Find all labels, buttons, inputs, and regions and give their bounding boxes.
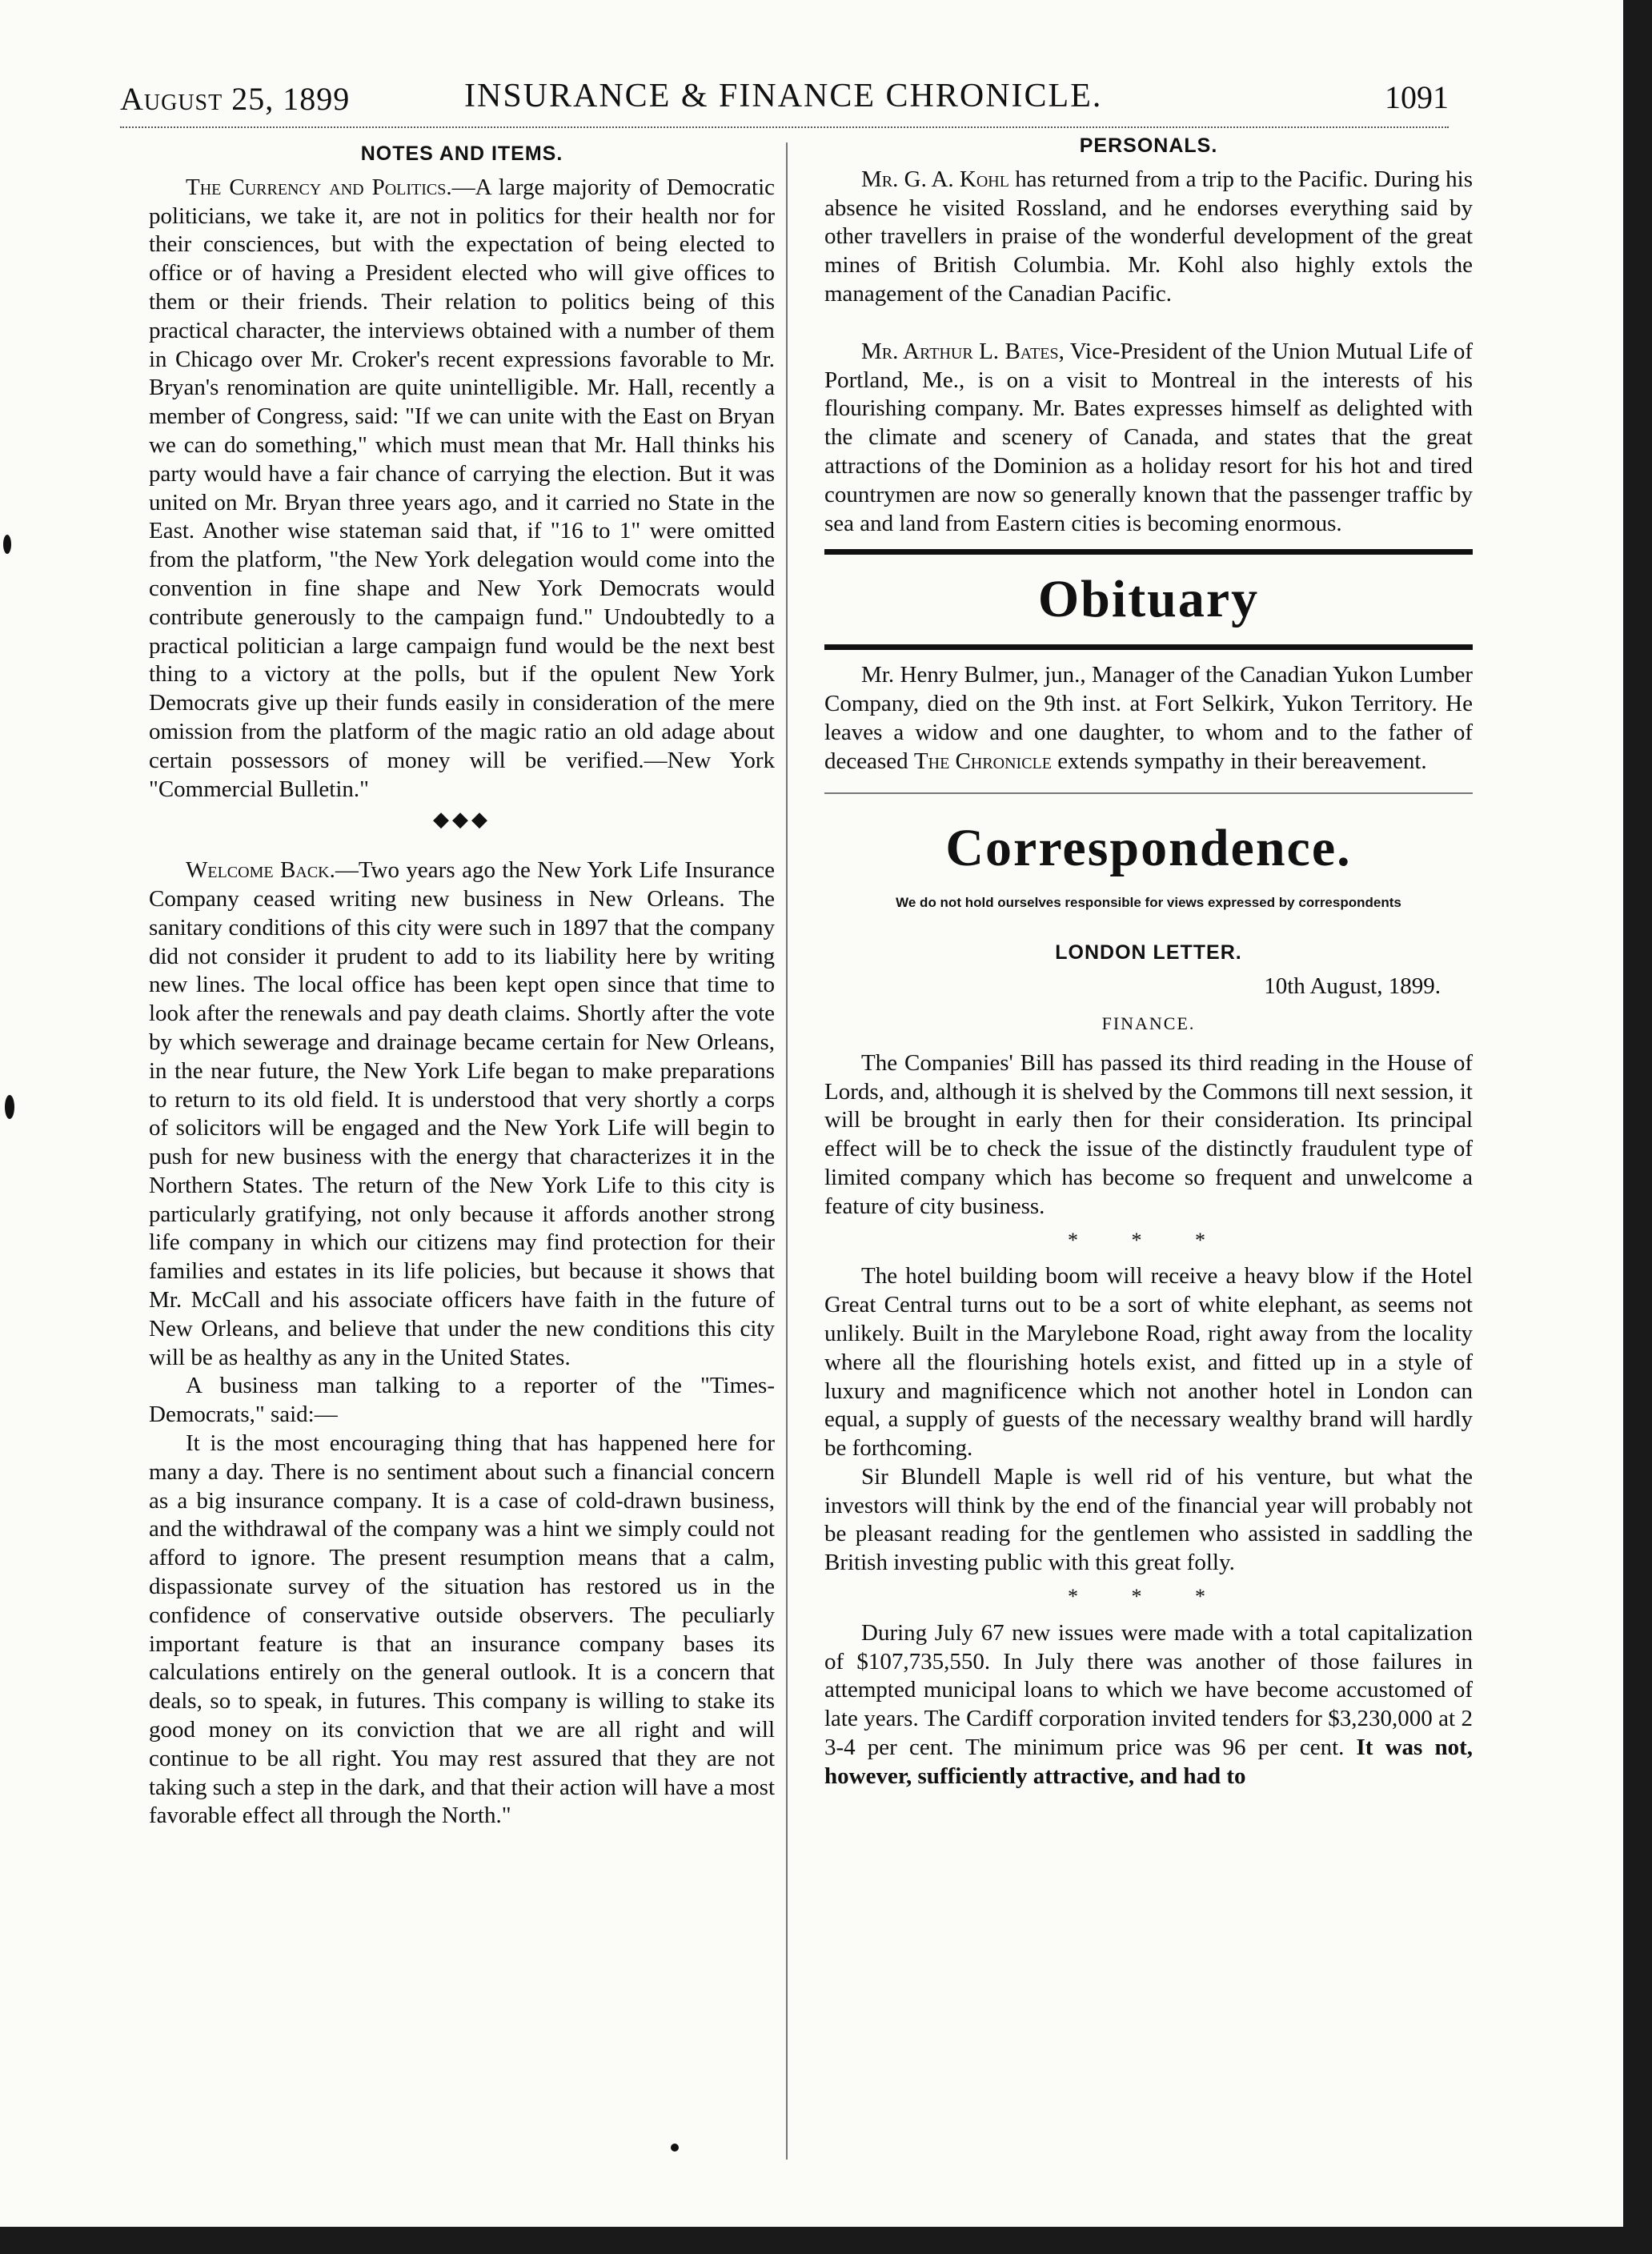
- section-stars: * * *: [1068, 1585, 1229, 1609]
- paragraph-last-line: It was not, however, sufficiently attractive, and had to: [824, 1735, 1473, 1789]
- currency-politics-item: [149, 174, 775, 804]
- item-body: Vice-President of the Union Mutual Life of Portland, Me., is on a visit to Montreal in the interests of his flourishing company. Mr. Bates expresses himself as delighted with the climate and scenery of Canada, and states that the great attractions of the Dominion as a holiday resort for his hot and tired countrymen are now so generally known that the passenger traffic by sea and land from Eastern cities is becoming enormous.: [824, 338, 1474, 536]
- welcome-back-quote: It is the most encouraging thing that has happened here for many a day. There is no sentiment about such a financial concern as a big insurance company. It is a case of cold-drawn business, and the withdrawal of the company was a hint we simply could not afford to ignore. The present resumption means that a calm, dispassionate survey of the situation has restored us in the confidence of conservative outside observers. The peculiarly important feature is that an insurance company bases its calculations entirely on the general outlook. It is a concern that deals, so to speak, in futures. This company is willing to stake its good money on its conviction that we are all right and will continue to be all right. You may rest assured that they are not taking such a step in the dark, and that their action will have a most favorable effect all through the North.": [149, 1430, 775, 1829]
- column-divider: [786, 142, 788, 2160]
- section-rule: [824, 644, 1473, 650]
- welcome-back-item: [149, 856, 775, 1372]
- publication-title: INSURANCE & FINANCE CHRONICLE.: [464, 78, 1103, 114]
- london-letter-heading: LONDON LETTER.: [1055, 941, 1242, 965]
- section-stars: * * *: [1068, 1228, 1229, 1252]
- item-lead: Mr. Arthur L. Bates,: [861, 338, 1065, 364]
- obituary-heading: Obituary: [1037, 570, 1260, 629]
- spacer: [824, 309, 1473, 338]
- scan-edge-bottom: [0, 2227, 1652, 2254]
- page-header: [120, 74, 1449, 122]
- margin-mark: [3, 535, 11, 554]
- letter-paragraph-3: Sir Blundell Maple is well rid of his venture, but what the investors will think by the end of the financial year will probably not be pleasant reading for the gentlemen who assisted in saddling the British investing public with this great folly.: [824, 1463, 1473, 1576]
- letter-paragraph-4: [824, 1619, 1473, 1791]
- issue-date: August 25, 1899: [120, 81, 351, 117]
- right-column: [824, 132, 1473, 1791]
- letter-dateline: 10th August, 1899.: [1264, 973, 1441, 1000]
- item-lead: Mr. G. A. Kohl: [861, 166, 1009, 192]
- obituary-item: [824, 661, 1473, 776]
- paragraph-text: During July 67 new issues were made with a total capitalization of $107,735,550. In July there was another of those failures in attempted municipal loans to which we have become accustomed of late years. The Cardiff corporation invited tenders for $3,230,000 at 2 3-4 per cent. The minimum price was 96 per cent.: [824, 1619, 1473, 1761]
- item-lead: The Currency and Politics.: [186, 174, 452, 200]
- section-ornament: ◆◆◆: [433, 808, 491, 832]
- section-rule: [824, 792, 1473, 794]
- personal-item-kohl: [824, 166, 1473, 309]
- item-body: —Two years ago the New York Life Insurance Company ceased writing new business in New Orleans. The sanitary conditions of this city were such in 1897 that the company did not consider it prudent to add to its liability here by writing new lines. The local office has been kept open since that time to look after the renewals and pay death claims. Shortly after the vote by which sewerage and drainage became certain for New Orleans, in the near future, the New York Life began to make preparations to return to its old field. It is understood that very shortly a corps of solicitors will be engaged and the New York Life will begin to push for new business with the energy that characterizes it in the Northern States. The return of the New York Life to this city is particularly gratifying, not only because it affords another strong life company in which our citizens may find protection for their families and estates in its life policies, but because it shows that Mr. McCall and his associate officers have faith in the future of New Orleans, and believe that under the new conditions this city will be as healthy as any in the United States.: [149, 857, 775, 1370]
- personals-heading: PERSONALS.: [1079, 134, 1218, 157]
- letter-paragraph-1: The Companies' Bill has passed its third reading in the House of Lords, and, although it is shelved by the Commons till next session, it will be brought in early then for their consideration. Its principal effect will be to check the issue of the distinctly fraudulent type of limited company which has become so frequent and unwelcome a feature of city business.: [824, 1049, 1473, 1219]
- scan-edge-right: [1623, 0, 1652, 2254]
- letter-paragraph-2: The hotel building boom will receive a heavy blow if the Hotel Great Central turns out to be a sort of white elephant, as seems not unlikely. Built in the Marylebone Road, right away from the locality where all the flourishing hotels exist, and fitted up in a style of luxury and magnificence which not another hotel in London can equal, a supply of guests of the necessary wealthy brand will hardly be forthcoming.: [824, 1263, 1473, 1462]
- section-rule: [824, 549, 1473, 555]
- welcome-back-paragraph-2: A business man talking to a reporter of the "Times-Democrats," said:—: [149, 1373, 775, 1428]
- margin-mark: [5, 1095, 14, 1119]
- personal-item-bates: [824, 338, 1473, 539]
- header-rule: [120, 126, 1449, 131]
- correspondence-disclaimer: We do not hold ourselves responsible for views expressed by correspondents: [896, 894, 1401, 910]
- left-column: [149, 140, 775, 1831]
- item-lead: Welcome Back.: [186, 857, 335, 884]
- notes-and-items-heading: NOTES AND ITEMS.: [360, 142, 563, 165]
- ink-dot: [671, 2144, 679, 2152]
- item-body: —A large majority of Democratic politicians, we take it, are not in politics for their health nor for their consciences, but with the expectation of being elected to office or of having a President elected who will give offices to them or their friends. Their relation to politics being of this practical character, the interviews obtained with a number of them in Chicago over Mr. Croker's recent expressions favorable to Mr. Bryan's renomination are quite unintelligible. Mr. Hall, recently a member of Congress, said: "If we can unite with the East on Bryan we can do something," which must mean that Mr. Hall thinks his party would have a fair chance of carrying the election. But it was united on Mr. Bryan three years ago, and it carried no State in the East. Another wise stateman said that, if "16 to 1" were omitted from the platform, "the New York delegation would come into the convention in fine shape and New York Democrats would contribute generously to the campaign fund." Undoubtedly to a practical politician a large campaign fund would be the next best thing to a victory at the polls, but if the opulent New York Democrats give up their funds easily in consideration of the mere omission from the platform of the magic ratio an old adage about certain possessors of money will be verified.—New York "Commercial Bulletin.": [149, 174, 775, 802]
- chronicle-name: The Chronicle: [913, 748, 1052, 774]
- page-number: 1091: [1385, 79, 1449, 115]
- finance-subhead: FINANCE.: [1101, 1013, 1196, 1033]
- obituary-text: Mr. Henry Bulmer, jun., Manager of the Canadian Yukon Lumber Company, died on the 9th inst. at Fort Selkirk, Yukon Territory. He leaves a widow and one daughter, to whom and to the father of deceased: [824, 662, 1473, 774]
- correspondence-heading: Correspondence.: [945, 818, 1352, 877]
- obituary-text-end: extends sympathy in their bereavement.: [1051, 748, 1427, 774]
- item-body: has returned from a trip to the Pacific. During his absence he visited Rossland, and he endorses everything said by other travellers in praise of the wonderful development of the great mines of British Columbia. Mr. Kohl also highly extols the management of the Canadian Pacific.: [824, 166, 1474, 307]
